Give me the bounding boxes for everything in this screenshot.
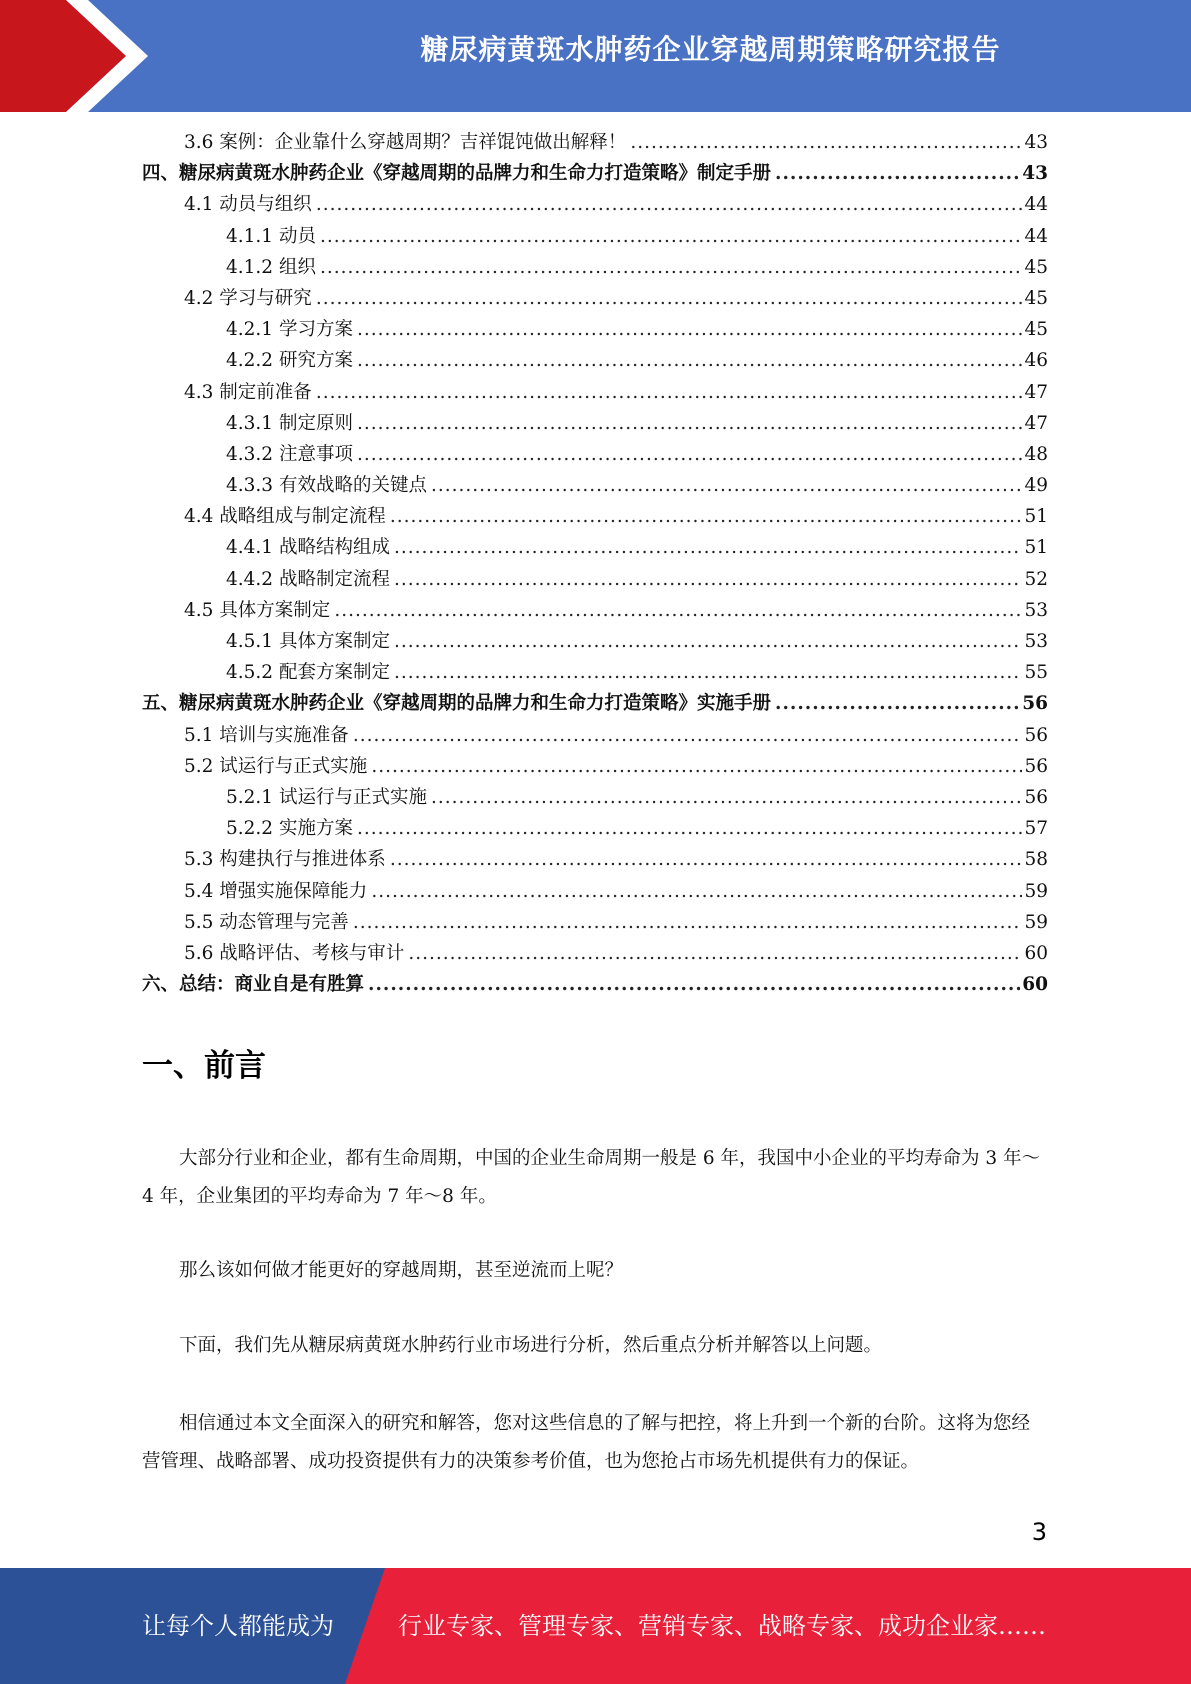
toc-entry-title: 4.2.1 学习方案 [226,319,353,341]
toc-entry-title: 五、糖尿病黄斑水肿药企业《穿越周期的品牌力和生命力打造策略》实施手册 [142,693,772,715]
toc-leader-dots [353,912,1023,933]
toc-leader-dots [357,444,1023,465]
toc-leader-dots [368,974,1020,995]
intro-paragraph-1: 大部分行业和企业，都有生命周期，中国的企业生命周期一般是 6 年，我国中小企业的平均寿命为 3 年～4 年，企业集团的平均寿命为 7 年～8 年。 [142,1148,1041,1207]
toc-entry-page: 51 [1024,506,1048,528]
toc-entry-page: 47 [1024,412,1048,434]
toc-leader-dots [775,163,1020,184]
toc-leader-dots [334,600,1022,621]
toc-leader-dots [394,662,1022,683]
toc-entry[interactable] [142,908,1048,939]
toc-entry-page: 45 [1024,256,1048,278]
page-footer [0,1568,1191,1684]
toc-entry[interactable] [142,440,1048,471]
toc-entry[interactable] [142,970,1048,1001]
toc-leader-dots [394,537,1022,558]
toc-entry-title: 4.3.2 注意事项 [226,443,353,465]
toc-entry-page: 58 [1024,849,1048,871]
footer-slogan-left: 让每个人都能成为 [142,1612,334,1640]
toc-entry-title: 5.5 动态管理与完善 [184,911,349,933]
toc-entry[interactable] [142,596,1048,627]
toc-leader-dots [394,569,1022,590]
toc-entry-page: 52 [1024,568,1048,590]
toc-leader-dots [320,226,1023,247]
toc-entry-title: 四、糖尿病黄斑水肿药企业《穿越周期的品牌力和生命力打造策略》制定手册 [142,163,772,185]
toc-leader-dots [394,631,1022,652]
footer-slogan-right: 行业专家、管理专家、营销专家、战略专家、成功企业家…… [398,1612,1046,1640]
toc-entry[interactable] [142,378,1048,409]
toc-leader-dots [316,288,1023,309]
toc-entry[interactable] [142,877,1048,908]
toc-entry[interactable] [142,128,1048,159]
toc-entry-title: 4.5.2 配套方案制定 [226,662,390,684]
toc-leader-dots [357,350,1023,371]
toc-entry[interactable] [142,533,1048,564]
toc-leader-dots [353,725,1023,746]
toc-entry[interactable] [142,284,1048,315]
toc-leader-dots [316,194,1023,215]
toc-entry-page: 53 [1024,599,1048,621]
toc-leader-dots [316,382,1023,403]
toc-leader-dots [431,787,1022,808]
toc-entry-title: 4.5 具体方案制定 [184,599,331,621]
toc-entry[interactable] [142,222,1048,253]
toc-entry-page: 45 [1024,287,1048,309]
toc-leader-dots [371,756,1022,777]
toc-entry[interactable] [142,658,1048,689]
toc-entry-page: 44 [1024,225,1048,247]
toc-entry-title: 4.3.1 制定原则 [226,412,353,434]
toc-entry-title: 5.2.1 试运行与正式实施 [226,786,427,808]
toc-entry-page: 56 [1024,755,1048,777]
toc-entry-page: 56 [1024,724,1048,746]
toc-entry[interactable] [142,939,1048,970]
toc-entry[interactable] [142,627,1048,658]
toc-leader-dots [408,943,1022,964]
toc-entry-title: 4.1 动员与组织 [184,194,312,216]
toc-entry-page: 47 [1024,381,1048,403]
toc-leader-dots [390,849,1023,870]
toc-entry-page: 51 [1024,537,1048,559]
toc-entry-title: 5.4 增强实施保障能力 [184,880,368,902]
toc-entry-title: 4.4.1 战略结构组成 [226,537,390,559]
intro-paragraph-3: 下面，我们先从糖尿病黄斑水肿药行业市场进行分析，然后重点分析并解答以上问题。 [179,1335,883,1356]
page-header [0,0,1191,112]
toc-leader-dots [390,506,1023,527]
toc-leader-dots [357,319,1023,340]
toc-entry-page: 43 [1022,163,1048,185]
toc-entry-title: 5.1 培训与实施准备 [184,724,349,746]
toc-entry-page: 44 [1024,194,1048,216]
toc-entry-title: 3.6 案例：企业靠什么穿越周期？吉祥馄饨做出解释！ [184,132,627,153]
toc-entry-title: 5.2 试运行与正式实施 [184,755,368,777]
toc-entry[interactable] [142,689,1048,720]
toc-entry-title: 4.4 战略组成与制定流程 [184,506,386,528]
toc-leader-dots [357,413,1023,434]
toc-entry[interactable] [142,565,1048,596]
toc-leader-dots [431,475,1022,496]
table-of-contents [142,128,1048,1001]
report-title: 糖尿病黄斑水肿药企业穿越周期策略研究报告 [420,33,1001,66]
toc-leader-dots [357,818,1023,839]
toc-entry-page: 48 [1024,443,1048,465]
toc-entry[interactable] [142,253,1048,284]
toc-leader-dots [630,132,1022,153]
toc-entry-page: 49 [1024,475,1048,497]
toc-entry[interactable] [142,845,1048,876]
toc-entry[interactable] [142,346,1048,377]
toc-entry[interactable] [142,721,1048,752]
toc-entry-page: 59 [1024,880,1048,902]
toc-leader-dots [775,693,1020,714]
toc-entry-page: 45 [1024,319,1048,341]
toc-entry[interactable] [142,502,1048,533]
section-heading: 一、前言 [142,1048,266,1084]
page-number: 3 [1031,1518,1047,1546]
toc-entry-title: 4.3 制定前准备 [184,381,312,403]
toc-entry[interactable] [142,315,1048,346]
toc-entry-page: 46 [1024,350,1048,372]
toc-entry-page: 55 [1024,662,1048,684]
toc-entry-page: 53 [1024,631,1048,652]
toc-entry-title: 4.2.2 研究方案 [226,350,353,372]
toc-entry-page: 43 [1024,132,1048,153]
toc-entry-page: 59 [1024,911,1048,933]
toc-entry-title: 4.1.1 动员 [226,225,316,247]
intro-paragraph-2: 那么该如何做才能更好的穿越周期，甚至逆流而上呢？ [179,1260,624,1281]
toc-entry-page: 56 [1024,786,1048,808]
toc-entry-title: 5.6 战略评估、考核与审计 [184,942,405,964]
toc-entry-title: 5.2.2 实施方案 [226,818,353,840]
toc-entry-title: 4.1.2 组织 [226,256,316,278]
toc-entry[interactable] [142,783,1048,814]
toc-entry-title: 4.4.2 战略制定流程 [226,568,390,590]
toc-entry[interactable] [142,471,1048,502]
toc-entry-page: 57 [1024,818,1048,840]
toc-entry-title: 4.5.1 具体方案制定 [226,631,390,652]
toc-entry[interactable] [142,752,1048,783]
intro-paragraph-4: 相信通过本文全面深入的研究和解答，您对这些信息的了解与把控，将上升到一个新的台阶。这将为您经营管理、战略部署、成功投资提供有力的决策参考价值，也为您抢占市场先机提供有力的保证。 [142,1413,1031,1472]
toc-entry-title: 六、总结：商业自是有胜算 [142,974,365,996]
toc-entry-title: 5.3 构建执行与推进体系 [184,849,386,871]
toc-entry[interactable] [142,409,1048,440]
toc-entry-title: 4.3.3 有效战略的关键点 [226,475,427,497]
toc-entry-page: 60 [1022,974,1048,996]
toc-entry-page: 60 [1024,942,1048,964]
toc-entry-page: 56 [1022,693,1048,715]
toc-leader-dots [320,257,1023,278]
toc-entry[interactable] [142,159,1048,190]
toc-entry-title: 4.2 学习与研究 [184,287,312,309]
toc-leader-dots [371,881,1022,902]
toc-entry[interactable] [142,814,1048,845]
toc-entry[interactable] [142,190,1048,221]
